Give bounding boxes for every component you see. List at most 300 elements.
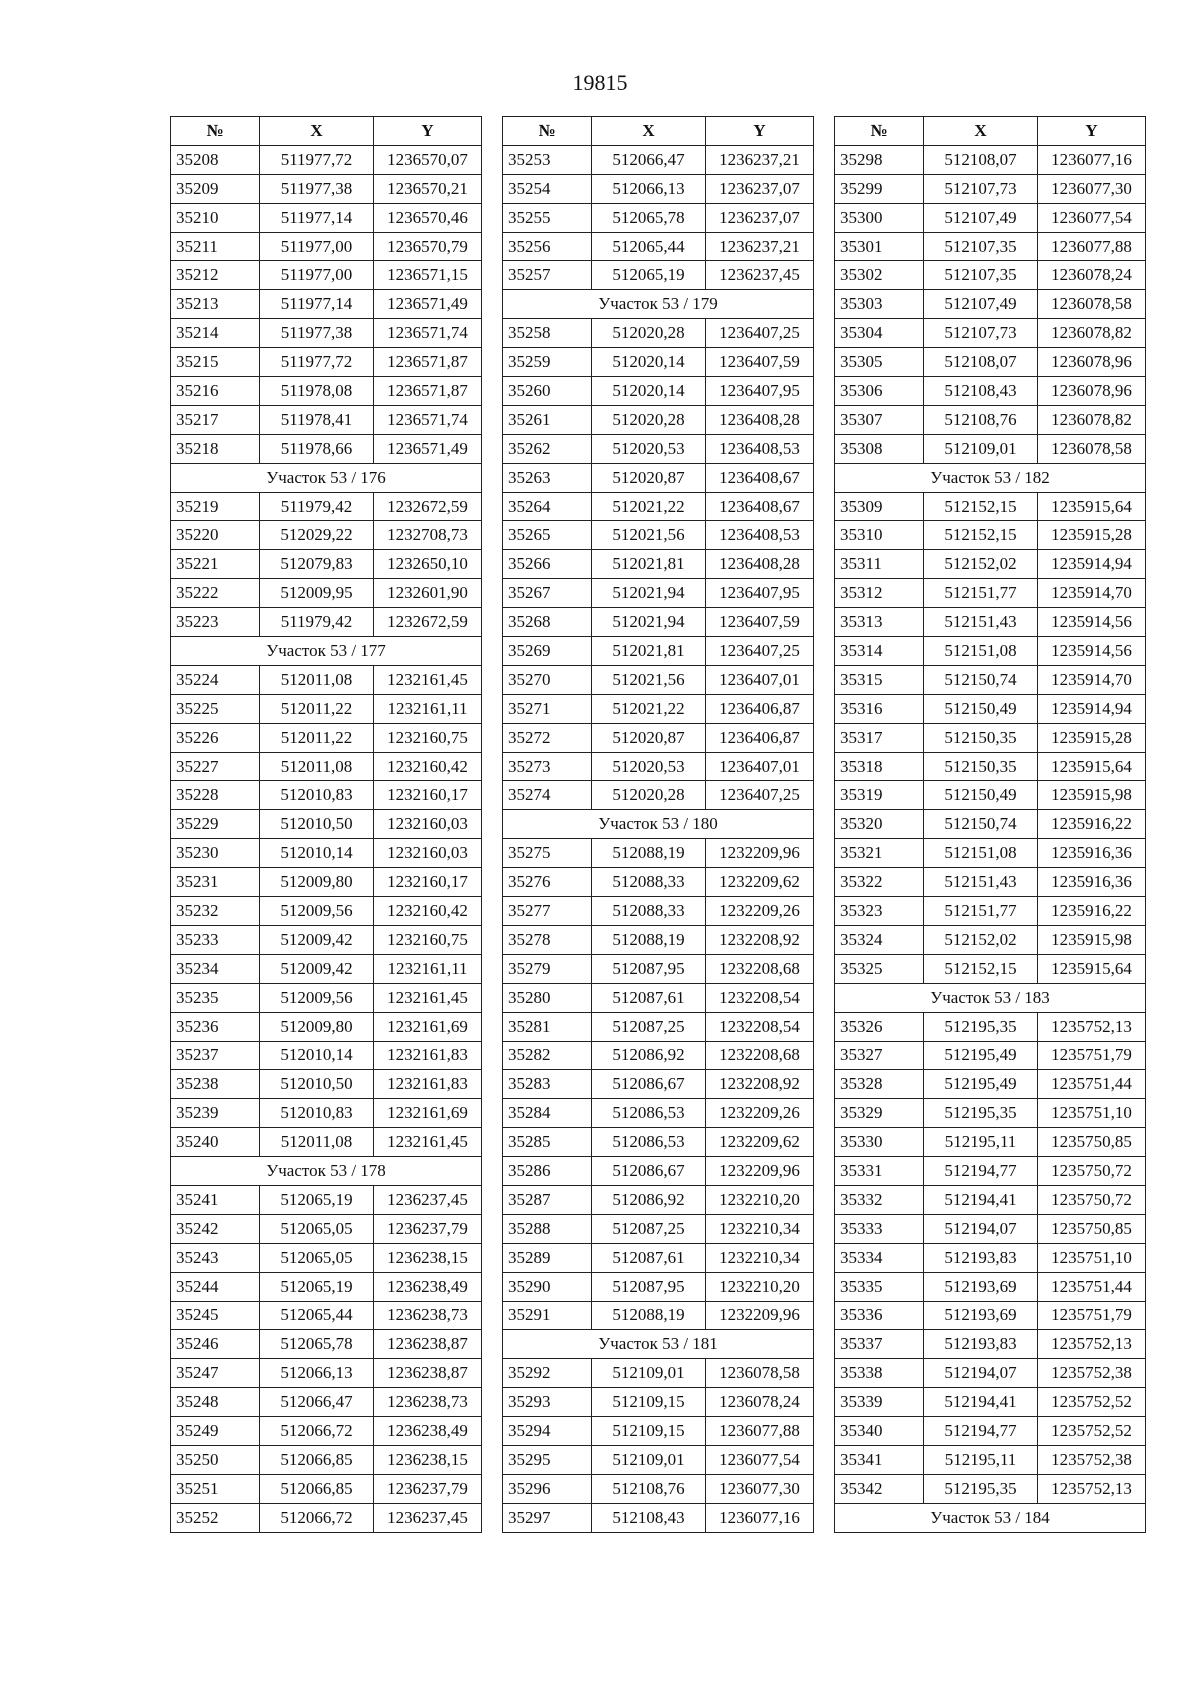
point-number-cell: 35335 [835,1272,924,1301]
x-coordinate-cell: 512195,35 [924,1012,1038,1041]
point-number-cell: 35288 [503,1214,592,1243]
point-number-cell: 35262 [503,434,592,463]
x-coordinate-cell: 512193,83 [924,1330,1038,1359]
section-heading-row [171,637,482,666]
point-number-cell: 35291 [503,1301,592,1330]
x-coordinate-cell: 512193,69 [924,1301,1038,1330]
x-coordinate-cell: 512086,67 [592,1157,706,1186]
y-coordinate-cell: 1236571,49 [374,290,482,319]
table-row [171,1445,482,1474]
point-number-cell: 35308 [835,434,924,463]
y-coordinate-cell: 1235915,98 [1038,781,1146,810]
y-coordinate-cell: 1232160,42 [374,897,482,926]
point-number-cell: 35293 [503,1388,592,1417]
x-coordinate-cell: 512088,19 [592,1301,706,1330]
x-coordinate-cell: 512065,44 [592,232,706,261]
point-number-cell: 35217 [171,405,260,434]
table-row [171,319,482,348]
point-number-cell: 35332 [835,1185,924,1214]
table-body [171,145,482,1532]
y-coordinate-cell: 1236407,95 [706,377,814,406]
x-coordinate-cell: 512009,80 [260,868,374,897]
point-number-cell: 35235 [171,983,260,1012]
table-row [503,781,814,810]
table-row [503,637,814,666]
table-row [171,261,482,290]
x-coordinate-cell: 511979,42 [260,608,374,637]
table-row [171,232,482,261]
point-number-cell: 35264 [503,492,592,521]
section-heading: Участок 53 / 177 [171,637,482,666]
point-number-cell: 35306 [835,377,924,406]
point-number-cell: 35294 [503,1417,592,1446]
point-number-cell: 35289 [503,1243,592,1272]
point-number-cell: 35329 [835,1099,924,1128]
table-row [503,868,814,897]
point-number-cell: 35243 [171,1243,260,1272]
y-coordinate-cell: 1235750,85 [1038,1214,1146,1243]
y-coordinate-cell: 1232160,42 [374,752,482,781]
point-number-cell: 35300 [835,203,924,232]
table-row [503,377,814,406]
y-coordinate-cell: 1236407,25 [706,637,814,666]
x-coordinate-cell: 511978,08 [260,377,374,406]
table-row [171,665,482,694]
point-number-cell: 35242 [171,1214,260,1243]
point-number-cell: 35246 [171,1330,260,1359]
point-number-cell: 35299 [835,174,924,203]
table-row [503,1301,814,1330]
x-coordinate-cell: 512066,47 [592,145,706,174]
x-coordinate-cell: 512010,50 [260,810,374,839]
point-number-cell: 35247 [171,1359,260,1388]
x-coordinate-cell: 512010,50 [260,1070,374,1099]
x-coordinate-cell: 512151,77 [924,579,1038,608]
x-coordinate-cell: 512152,15 [924,492,1038,521]
point-number-cell: 35341 [835,1445,924,1474]
x-coordinate-cell: 512009,56 [260,897,374,926]
table-row [835,608,1146,637]
x-coordinate-cell: 512150,49 [924,694,1038,723]
table-row [835,521,1146,550]
x-coordinate-cell: 511977,00 [260,261,374,290]
y-coordinate-cell: 1236238,73 [374,1301,482,1330]
y-coordinate-cell: 1236078,24 [706,1388,814,1417]
point-number-cell: 35331 [835,1157,924,1186]
x-coordinate-cell: 512011,22 [260,723,374,752]
table-header-row [503,117,814,146]
page-number: 19815 [572,70,628,95]
table-row [171,1301,482,1330]
y-coordinate-cell: 1236078,24 [1038,261,1146,290]
table-row [835,1185,1146,1214]
table-row [171,1388,482,1417]
point-number-cell: 35237 [171,1041,260,1070]
x-coordinate-cell: 512021,94 [592,608,706,637]
table-row [835,925,1146,954]
y-coordinate-cell: 1232161,69 [374,1099,482,1128]
table-row [835,1214,1146,1243]
y-coordinate-cell: 1232208,54 [706,1012,814,1041]
x-coordinate-cell: 512065,19 [260,1272,374,1301]
x-coordinate-cell: 511977,38 [260,174,374,203]
table-header-row [835,117,1146,146]
y-coordinate-cell: 1232210,20 [706,1272,814,1301]
y-coordinate-cell: 1232208,68 [706,954,814,983]
table-row [171,174,482,203]
table-row [835,1388,1146,1417]
coordinates-table-3 [834,116,1146,1533]
table-row [171,1474,482,1503]
x-coordinate-cell: 512020,87 [592,463,706,492]
x-coordinate-cell: 512065,05 [260,1243,374,1272]
point-number-cell: 35271 [503,694,592,723]
y-coordinate-cell: 1236078,96 [1038,377,1146,406]
x-coordinate-cell: 511977,72 [260,348,374,377]
table-row [835,1243,1146,1272]
x-coordinate-cell: 512107,49 [924,203,1038,232]
y-coordinate-cell: 1235751,10 [1038,1243,1146,1272]
y-coordinate-cell: 1232208,92 [706,925,814,954]
table-row [835,377,1146,406]
table-row [835,319,1146,348]
table-row [835,637,1146,666]
point-number-cell: 35232 [171,897,260,926]
y-coordinate-cell: 1236407,25 [706,319,814,348]
x-coordinate-cell: 512011,22 [260,694,374,723]
y-coordinate-cell: 1235752,13 [1038,1330,1146,1359]
table-row [171,377,482,406]
y-coordinate-cell: 1236570,07 [374,145,482,174]
point-number-cell: 35302 [835,261,924,290]
point-number-cell: 35323 [835,897,924,926]
y-coordinate-cell: 1235752,38 [1038,1445,1146,1474]
y-coordinate-cell: 1236077,88 [706,1417,814,1446]
section-heading-row [503,1330,814,1359]
section-heading-row [171,463,482,492]
column-header-number: № [835,117,924,146]
point-number-cell: 35226 [171,723,260,752]
point-number-cell: 35292 [503,1359,592,1388]
x-coordinate-cell: 512088,33 [592,897,706,926]
table-row [503,925,814,954]
point-number-cell: 35224 [171,665,260,694]
x-coordinate-cell: 512194,41 [924,1185,1038,1214]
point-number-cell: 35314 [835,637,924,666]
point-number-cell: 35336 [835,1301,924,1330]
point-number-cell: 35258 [503,319,592,348]
table-row [835,145,1146,174]
x-coordinate-cell: 512065,19 [260,1185,374,1214]
table-row [835,1272,1146,1301]
point-number-cell: 35212 [171,261,260,290]
point-number-cell: 35270 [503,665,592,694]
point-number-cell: 35266 [503,550,592,579]
point-number-cell: 35221 [171,550,260,579]
table-row [835,868,1146,897]
x-coordinate-cell: 512087,95 [592,954,706,983]
point-number-cell: 35233 [171,925,260,954]
point-number-cell: 35250 [171,1445,260,1474]
section-heading-row [171,1157,482,1186]
table-row [835,1012,1146,1041]
point-number-cell: 35334 [835,1243,924,1272]
y-coordinate-cell: 1232210,34 [706,1243,814,1272]
table-row [503,521,814,550]
x-coordinate-cell: 512107,73 [924,319,1038,348]
table-row [171,781,482,810]
point-number-cell: 35317 [835,723,924,752]
table-row [171,521,482,550]
y-coordinate-cell: 1236406,87 [706,694,814,723]
y-coordinate-cell: 1236238,87 [374,1359,482,1388]
y-coordinate-cell: 1232208,92 [706,1070,814,1099]
table-row [503,261,814,290]
table-row [503,1243,814,1272]
x-coordinate-cell: 512010,14 [260,839,374,868]
table-row [171,954,482,983]
section-heading: Участок 53 / 176 [171,463,482,492]
point-number-cell: 35342 [835,1474,924,1503]
point-number-cell: 35255 [503,203,592,232]
y-coordinate-cell: 1236571,87 [374,377,482,406]
y-coordinate-cell: 1232160,03 [374,839,482,868]
point-number-cell: 35248 [171,1388,260,1417]
point-number-cell: 35211 [171,232,260,261]
table-row [171,1070,482,1099]
x-coordinate-cell: 512150,74 [924,810,1038,839]
y-coordinate-cell: 1236237,79 [374,1474,482,1503]
point-number-cell: 35268 [503,608,592,637]
section-heading: Участок 53 / 179 [503,290,814,319]
y-coordinate-cell: 1235752,52 [1038,1417,1146,1446]
point-number-cell: 35209 [171,174,260,203]
table-row [835,954,1146,983]
x-coordinate-cell: 512066,72 [260,1417,374,1446]
y-coordinate-cell: 1235751,79 [1038,1041,1146,1070]
table-row [835,405,1146,434]
x-coordinate-cell: 511977,38 [260,319,374,348]
table-row [503,1157,814,1186]
table-row [503,1359,814,1388]
table-row [503,1503,814,1532]
y-coordinate-cell: 1236077,54 [1038,203,1146,232]
point-number-cell: 35275 [503,839,592,868]
y-coordinate-cell: 1235914,94 [1038,694,1146,723]
x-coordinate-cell: 512107,35 [924,261,1038,290]
table-row [503,232,814,261]
table-row [835,261,1146,290]
point-number-cell: 35298 [835,145,924,174]
y-coordinate-cell: 1235915,98 [1038,925,1146,954]
y-coordinate-cell: 1235750,72 [1038,1157,1146,1186]
y-coordinate-cell: 1236570,46 [374,203,482,232]
point-number-cell: 35238 [171,1070,260,1099]
x-coordinate-cell: 512087,61 [592,983,706,1012]
x-coordinate-cell: 511979,42 [260,492,374,521]
x-coordinate-cell: 512150,49 [924,781,1038,810]
x-coordinate-cell: 512107,35 [924,232,1038,261]
y-coordinate-cell: 1232672,59 [374,492,482,521]
x-coordinate-cell: 512020,28 [592,781,706,810]
y-coordinate-cell: 1236570,79 [374,232,482,261]
table-row [503,752,814,781]
table-row [503,608,814,637]
table-row [503,694,814,723]
table-row [171,1272,482,1301]
x-coordinate-cell: 512195,35 [924,1474,1038,1503]
section-heading: Участок 53 / 182 [835,463,1146,492]
x-coordinate-cell: 512108,07 [924,145,1038,174]
point-number-cell: 35287 [503,1185,592,1214]
y-coordinate-cell: 1236078,58 [1038,290,1146,319]
x-coordinate-cell: 512066,85 [260,1474,374,1503]
point-number-cell: 35318 [835,752,924,781]
x-coordinate-cell: 512029,22 [260,521,374,550]
section-heading-row [503,810,814,839]
table-row [171,1243,482,1272]
point-number-cell: 35245 [171,1301,260,1330]
x-coordinate-cell: 512151,43 [924,868,1038,897]
point-number-cell: 35256 [503,232,592,261]
x-coordinate-cell: 512195,49 [924,1041,1038,1070]
point-number-cell: 35311 [835,550,924,579]
table-row [835,1099,1146,1128]
x-coordinate-cell: 512010,83 [260,781,374,810]
x-coordinate-cell: 512009,56 [260,983,374,1012]
table-row [171,1012,482,1041]
y-coordinate-cell: 1232160,17 [374,868,482,897]
table-row [171,1099,482,1128]
point-number-cell: 35305 [835,348,924,377]
point-number-cell: 35312 [835,579,924,608]
y-coordinate-cell: 1235750,72 [1038,1185,1146,1214]
table-row [171,579,482,608]
y-coordinate-cell: 1236237,79 [374,1214,482,1243]
section-heading: Участок 53 / 183 [835,983,1146,1012]
table-row [503,1388,814,1417]
table-row [835,348,1146,377]
table-row [835,1041,1146,1070]
y-coordinate-cell: 1235914,70 [1038,665,1146,694]
table-row [503,579,814,608]
table-row [835,810,1146,839]
y-coordinate-cell: 1236407,59 [706,608,814,637]
x-coordinate-cell: 512011,08 [260,665,374,694]
x-coordinate-cell: 512009,42 [260,925,374,954]
x-coordinate-cell: 512065,05 [260,1214,374,1243]
y-coordinate-cell: 1235914,70 [1038,579,1146,608]
point-number-cell: 35333 [835,1214,924,1243]
y-coordinate-cell: 1235916,36 [1038,839,1146,868]
y-coordinate-cell: 1236077,88 [1038,232,1146,261]
y-coordinate-cell: 1236078,82 [1038,319,1146,348]
y-coordinate-cell: 1235751,10 [1038,1099,1146,1128]
x-coordinate-cell: 512010,83 [260,1099,374,1128]
y-coordinate-cell: 1232160,75 [374,925,482,954]
table-row [171,897,482,926]
x-coordinate-cell: 512109,15 [592,1388,706,1417]
point-number-cell: 35272 [503,723,592,752]
point-number-cell: 35265 [503,521,592,550]
y-coordinate-cell: 1236408,28 [706,550,814,579]
table-row [835,781,1146,810]
table-row [503,1417,814,1446]
y-coordinate-cell: 1235915,64 [1038,752,1146,781]
y-coordinate-cell: 1232161,11 [374,694,482,723]
x-coordinate-cell: 512107,49 [924,290,1038,319]
x-coordinate-cell: 512021,94 [592,579,706,608]
point-number-cell: 35267 [503,579,592,608]
y-coordinate-cell: 1236237,07 [706,174,814,203]
point-number-cell: 35239 [171,1099,260,1128]
point-number-cell: 35282 [503,1041,592,1070]
x-coordinate-cell: 512011,08 [260,1128,374,1157]
point-number-cell: 35284 [503,1099,592,1128]
x-coordinate-cell: 512020,28 [592,405,706,434]
y-coordinate-cell: 1232161,83 [374,1070,482,1099]
table-row [171,1185,482,1214]
y-coordinate-cell: 1235915,28 [1038,723,1146,752]
point-number-cell: 35281 [503,1012,592,1041]
column-header-x: X [260,117,374,146]
point-number-cell: 35278 [503,925,592,954]
x-coordinate-cell: 512152,02 [924,550,1038,579]
point-number-cell: 35253 [503,145,592,174]
x-coordinate-cell: 512194,77 [924,1157,1038,1186]
x-coordinate-cell: 512009,42 [260,954,374,983]
table-row [503,1012,814,1041]
table-row [503,405,814,434]
point-number-cell: 35327 [835,1041,924,1070]
y-coordinate-cell: 1236571,15 [374,261,482,290]
y-coordinate-cell: 1236077,30 [706,1474,814,1503]
x-coordinate-cell: 512087,61 [592,1243,706,1272]
point-number-cell: 35251 [171,1474,260,1503]
x-coordinate-cell: 512108,43 [592,1503,706,1532]
point-number-cell: 35240 [171,1128,260,1157]
section-heading: Участок 53 / 181 [503,1330,814,1359]
x-coordinate-cell: 512086,53 [592,1099,706,1128]
x-coordinate-cell: 512108,76 [592,1474,706,1503]
table-row [171,145,482,174]
x-coordinate-cell: 512109,01 [592,1359,706,1388]
y-coordinate-cell: 1232161,45 [374,983,482,1012]
point-number-cell: 35339 [835,1388,924,1417]
x-coordinate-cell: 512150,74 [924,665,1038,694]
x-coordinate-cell: 512109,15 [592,1417,706,1446]
column-header-number: № [503,117,592,146]
y-coordinate-cell: 1232601,90 [374,579,482,608]
x-coordinate-cell: 512021,81 [592,550,706,579]
x-coordinate-cell: 512065,19 [592,261,706,290]
y-coordinate-cell: 1232161,45 [374,665,482,694]
point-number-cell: 35313 [835,608,924,637]
table-row [835,1445,1146,1474]
y-coordinate-cell: 1232161,83 [374,1041,482,1070]
table-row [835,723,1146,752]
y-coordinate-cell: 1235751,79 [1038,1301,1146,1330]
point-number-cell: 35273 [503,752,592,781]
table-row [503,1041,814,1070]
y-coordinate-cell: 1236407,25 [706,781,814,810]
point-number-cell: 35309 [835,492,924,521]
point-number-cell: 35286 [503,1157,592,1186]
y-coordinate-cell: 1232160,17 [374,781,482,810]
x-coordinate-cell: 512020,14 [592,377,706,406]
table-row [503,665,814,694]
table-row [171,868,482,897]
